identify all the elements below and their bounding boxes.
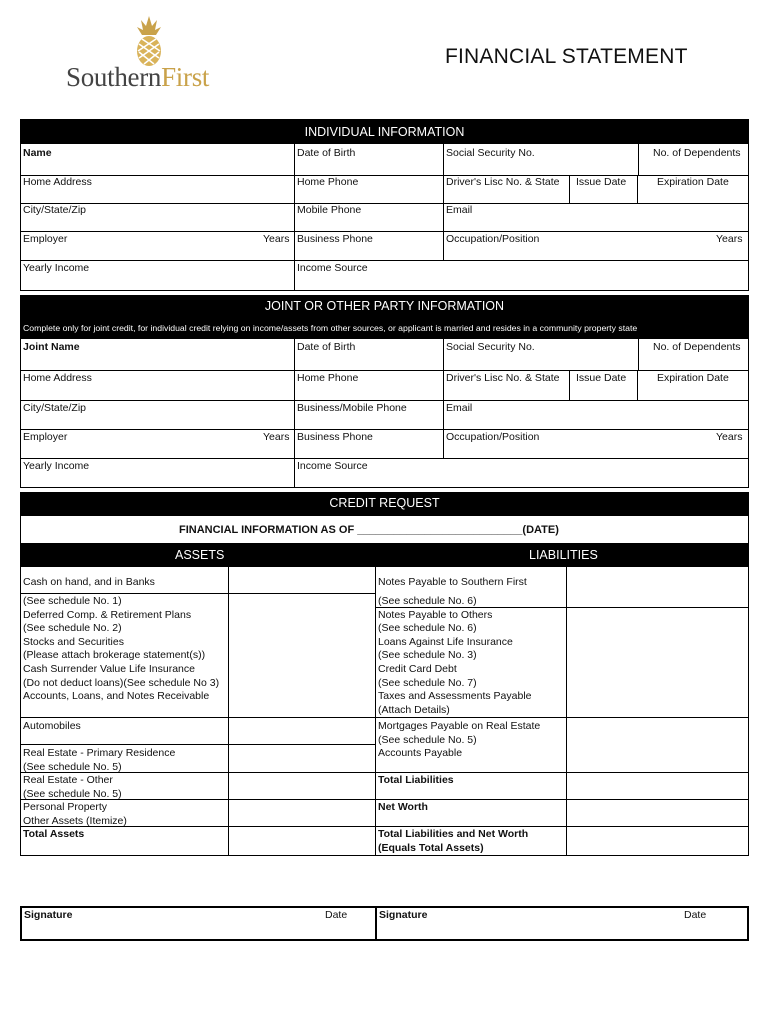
net-worth: Net Worth [378,801,428,813]
asset-stocks-line2: (Please attach brokerage statement(s)) [23,649,206,662]
field-dob[interactable]: Date of Birth [297,147,356,159]
liability-total: Total Liabilities [378,774,454,786]
field-city-state-zip[interactable]: City/State/Zip [23,204,87,216]
field-income-source[interactable]: Income Source [297,262,368,274]
liabilities-heading: LIABILITIES [529,548,598,562]
field-occupation[interactable]: Occupation/Position [446,233,540,245]
pineapple-icon [132,14,166,68]
field-joint-home-address[interactable]: Home Address [23,372,92,384]
asset-primary-residence: Real Estate - Primary Residence (See schedule No. 5) [23,747,176,773]
field-expiration-date[interactable]: Expiration Date [657,176,729,188]
field-joint-business-phone[interactable]: Business Phone [297,431,373,443]
field-issue-date[interactable]: Issue Date [576,176,627,188]
liability-mortgages: Mortgages Payable on Real Estate (See schedule No. 5) Accounts Payable [378,720,541,760]
field-joint-ssn[interactable]: Social Security No. [446,341,535,353]
asset-stocks-line1: Stocks and Securities [23,635,124,648]
field-drivers-license[interactable]: Driver's Lisc No. & State [446,176,560,188]
field-joint-occupation[interactable]: Occupation/Position [446,431,540,443]
asset-retirement-line1: (See schedule No. 1) [23,595,122,607]
field-joint-city-state-zip[interactable]: City/State/Zip [23,402,87,414]
asset-real-estate-other: Real Estate - Other (See schedule No. 5) [23,774,122,800]
date-field-1[interactable]: Date [325,909,348,921]
years-label: Years [263,233,290,245]
date-field-2[interactable]: Date [684,909,707,921]
field-joint-name[interactable]: Joint Name [23,341,80,353]
field-joint-dependents[interactable]: No. of Dependents [653,341,741,353]
years-label: Years [716,431,743,443]
financial-info-date-field[interactable]: FINANCIAL INFORMATION AS OF ___________________________(DATE) [179,524,559,536]
signature-field-2[interactable]: Signature [379,909,428,921]
logo-wordmark: SouthernFirst [66,62,210,92]
asset-life-insurance-line2: (Do not deduct loans)(See schedule No 3) [23,676,220,689]
years-label: Years [716,233,743,245]
field-home-phone[interactable]: Home Phone [297,176,359,188]
individual-header: INDIVIDUAL INFORMATION [20,119,749,143]
page-title: FINANCIAL STATEMENT [445,45,688,68]
asset-automobiles: Automobiles [23,720,81,732]
asset-life-insurance-line1: Cash Surrender Value Life Insurance [23,662,195,675]
field-dependents[interactable]: No. of Dependents [653,147,741,159]
field-joint-income-source[interactable]: Income Source [297,460,368,472]
asset-cash: Cash on hand, and in Banks [23,576,155,588]
field-joint-expiration-date[interactable]: Expiration Date [657,372,729,384]
asset-retirement-line2: Deferred Comp. & Retirement Plans [23,608,192,621]
field-joint-issue-date[interactable]: Issue Date [576,372,627,384]
signature-field-1[interactable]: Signature [24,909,73,921]
liability-notes-southern-first: Notes Payable to Southern First [378,576,527,588]
field-joint-home-phone[interactable]: Home Phone [297,372,359,384]
joint-header: JOINT OR OTHER PARTY INFORMATION [20,295,749,318]
field-name[interactable]: Name [23,147,52,159]
assets-heading: ASSETS [175,548,225,562]
individual-section [20,143,749,291]
asset-retirement [23,595,219,704]
field-mobile-phone[interactable]: Mobile Phone [297,204,362,216]
field-email[interactable]: Email [446,204,473,216]
field-joint-mobile-phone[interactable]: Business/Mobile Phone [297,402,407,414]
field-joint-dob[interactable]: Date of Birth [297,341,356,353]
asset-accounts-receivable: Accounts, Loans, and Notes Receivable [23,690,210,703]
asset-retirement-line3: (See schedule No. 2) [23,622,122,635]
field-ssn[interactable]: Social Security No. [446,147,535,159]
credit-request-header: CREDIT REQUEST [20,492,749,515]
assets-liabilities-header [20,544,749,566]
joint-note: Complete only for joint credit, for individual credit relying on income/assets from other sources, or applicant is married and resides in a community property state [20,318,749,338]
total-liabilities-net-worth: Total Liabilities and Net Worth (Equals Total Assets) [378,828,529,854]
field-joint-drivers-license[interactable]: Driver's Lisc No. & State [446,372,560,384]
field-joint-yearly-income[interactable]: Yearly Income [23,460,90,472]
field-home-address[interactable]: Home Address [23,176,92,188]
field-joint-employer[interactable]: Employer [23,431,68,443]
years-label: Years [263,431,290,443]
field-employer[interactable]: Employer [23,233,68,245]
asset-total: Total Assets [23,828,85,840]
asset-personal-property: Personal Property Other Assets (Itemize) [23,801,127,827]
field-joint-email[interactable]: Email [446,402,473,414]
field-yearly-income[interactable]: Yearly Income [23,262,90,274]
liability-block: (See schedule No. 6) Notes Payable to Others (See schedule No. 6) Loans Against Life Insurance (See schedule No. 3) Credit Card Debt (See schedule No. 7) Taxes and Assessments Payable (Attach Details) [378,595,532,716]
field-business-phone[interactable]: Business Phone [297,233,373,245]
